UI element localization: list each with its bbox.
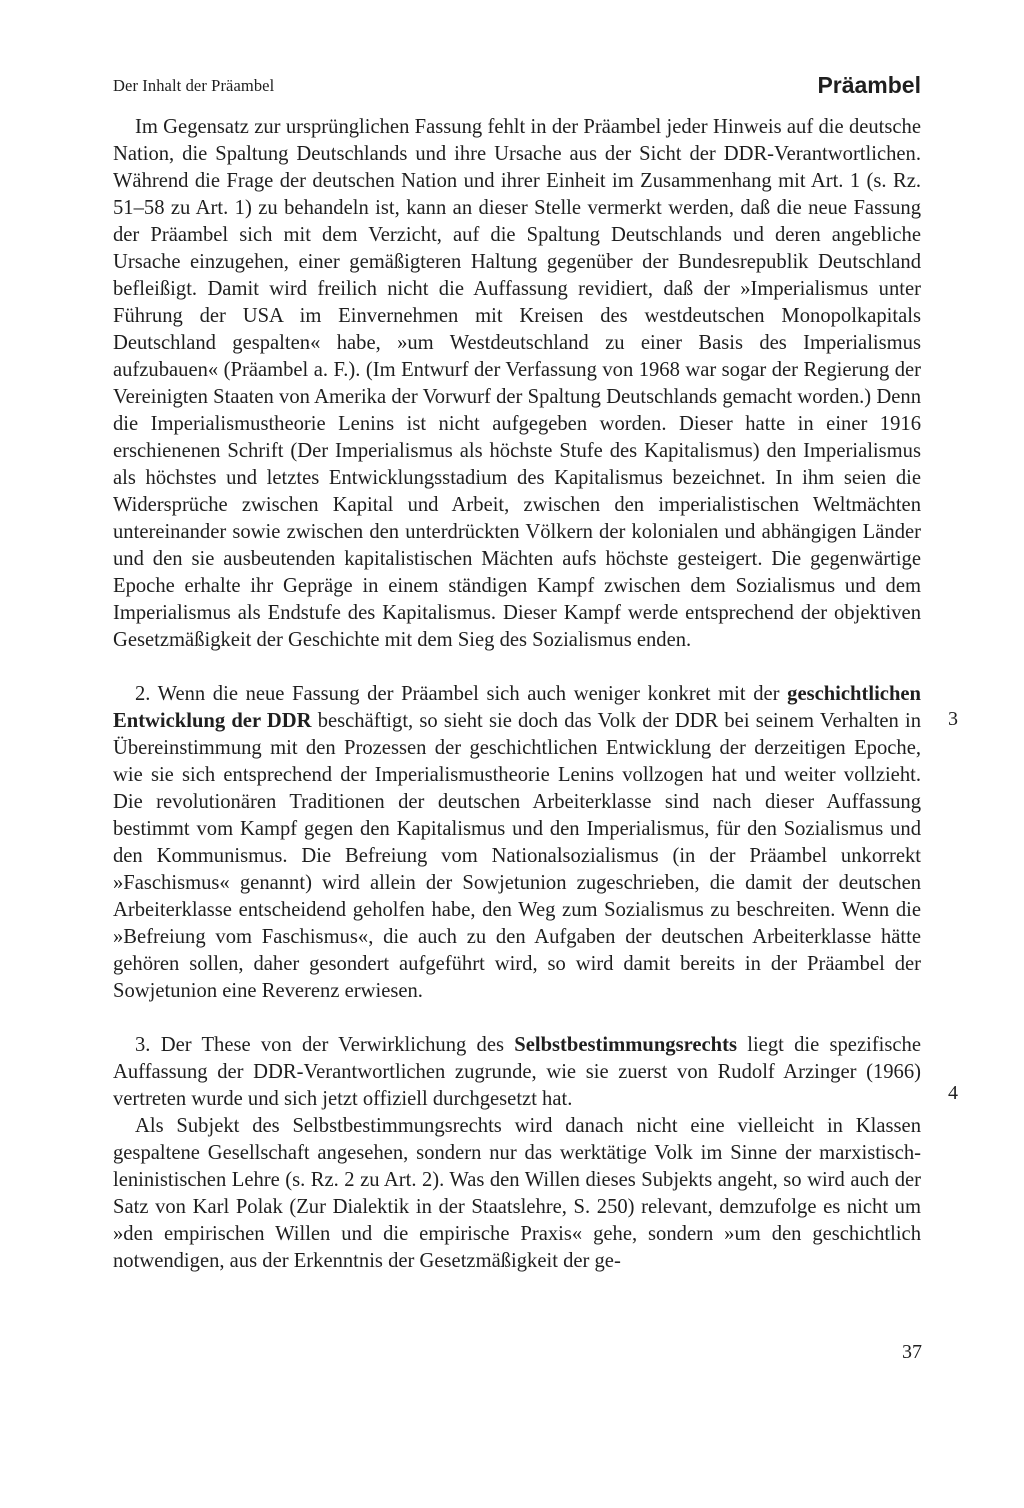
margin-number-3: 3 <box>948 708 958 730</box>
running-head-title: Präambel <box>817 72 921 98</box>
paragraph-3-text-a: 3. Der These von der Verwirklichung des <box>135 1034 515 1056</box>
paragraph-2-text-b: beschäftigt, so sieht sie doch das Volk der DDR bei seinem Verhalten in Übereinstimmung mit den Prozessen der geschichtlichen Entwicklung der derzeitigen Epoche, wie sie sich entsprechend der Imperialismustheorie Lenins vollzogen hat und weiter vollzieht. Die revolutionären Traditionen der deutschen Arbeiterklasse sind nach dieser Auffassung bestimmt vom Kampf gegen den Kapitalismus und den Imperialismus, für den Sozialismus und den Kommunismus. Die Befreiung vom Nationalsozialismus (in der Präambel unkorrekt »Faschismus« genannt) wird allein der Sowjetunion zugeschrieben, die damit der deutschen Arbeiterklasse entscheidend geholfen habe, den Weg zum Sozialismus zu beschreiten. Wenn die »Befreiung vom Faschismus«, die auch zu den Aufgaben der deutschen Arbeiterklasse hätte gehören sollen, daher gesondert aufgeführt wird, so wird damit bereits in der Präambel der Sowjetunion eine Reverenz erwiesen. <box>113 710 921 1002</box>
page-number: 37 <box>902 1341 922 1363</box>
paragraph-4 <box>113 1113 921 1275</box>
paragraph-1 <box>113 114 921 654</box>
paragraph-2 <box>113 681 921 1005</box>
paragraph-2-text-a: 2. Wenn die neue Fassung der Präambel sich auch weniger konkret mit der <box>135 683 788 705</box>
body-text <box>113 114 921 1275</box>
paragraph-3-emphasis: Selbstbestimmungsrechts <box>514 1034 737 1056</box>
paragraph-3-text-b: liegt die spezifische Auffassung der DDR-Verantwortlichen zugrunde, wie sie zuerst von Rudolf Arzinger (1966) vertreten wurde und sich jetzt offiziell durchgesetzt hat. <box>113 1034 921 1110</box>
margin-number-4: 4 <box>948 1082 958 1104</box>
paragraph-2-emphasis: geschichtlichen Entwicklung der DDR <box>113 683 921 732</box>
paragraph-4-text: Als Subjekt des Selbstbestimmungsrechts wird danach nicht eine vielleicht in Klassen gespaltene Gesellschaft angesehen, sondern nur das werktätige Volk im Sinne der marxistisch-leninistischen Lehre (s. Rz. 2 zu Art. 2). Was den Willen dieses Subjekts angeht, so wird auch der Satz von Karl Polak (Zur Dialektik in der Staatslehre, S. 250) relevant, demzufolge es nicht um »den empirischen Willen und die empirische Praxis« gehe, sondern »um den geschichtlich notwendigen, aus der Erkenntnis der Gesetzmäßigkeit der ge- <box>113 1115 921 1272</box>
running-head-section: Der Inhalt der Präambel <box>113 76 275 95</box>
paragraph-1-text: Im Gegensatz zur ursprünglichen Fassung fehlt in der Präambel jeder Hinweis auf die deutsche Nation, die Spaltung Deutschlands und ihre Ursache aus der Sicht der DDR-Verantwortlichen. Während die Frage der deutschen Nation und ihrer Einheit im Zusammenhang mit Art. 1 (s. Rz. 51–58 zu Art. 1) zu behandeln ist, kann an dieser Stelle vermerkt werden, daß die neue Fassung der Präambel sich mit dem Verzicht, auf die Spaltung Deutschlands und deren angebliche Ursache einzugehen, einer gemäßigteren Haltung gegenüber der Bundesrepublik Deutschland befleißigt. Damit wird freilich nicht die Auffassung revidiert, daß der »Imperialismus unter Führung der USA im Einvernehmen mit Kreisen des westdeutschen Monopolkapitals Deutschland gespalten« habe, »um Westdeutschland zu einer Basis des Imperialismus aufzubauen« (Präambel a. F.). (Im Entwurf der Verfassung von 1968 war sogar der Regierung der Vereinigten Staaten von Amerika der Vorwurf der Spaltung Deutschlands gemacht worden.) Denn die Imperialismustheorie Lenins ist nicht aufgegeben worden. Dieser hatte in einer 1916 erschienenen Schrift (Der Imperialismus als höchste Stufe des Kapitalismus) den Imperialismus als höchstes und letztes Entwicklungsstadium des Kapitalismus bezeichnet. In ihm seien die Widersprüche zwischen Kapital und Arbeit, zwischen den imperialistischen Weltmächten untereinander sowie zwischen den unterdrückten Völkern der kolonialen und abhängigen Länder und den sie ausbeutenden kapitalistischen Mächten aufs höchste gesteigert. Die gegenwärtige Epoche erhalte ihr Gepräge in einem ständigen Kampf zwischen dem Sozialismus und dem Imperialismus als Endstufe des Kapitalismus. Dieser Kampf werde entsprechend der objektiven Gesetzmäßigkeit der Geschichte mit dem Sieg des Sozialismus enden. <box>113 116 921 651</box>
paragraph-3 <box>113 1032 921 1113</box>
